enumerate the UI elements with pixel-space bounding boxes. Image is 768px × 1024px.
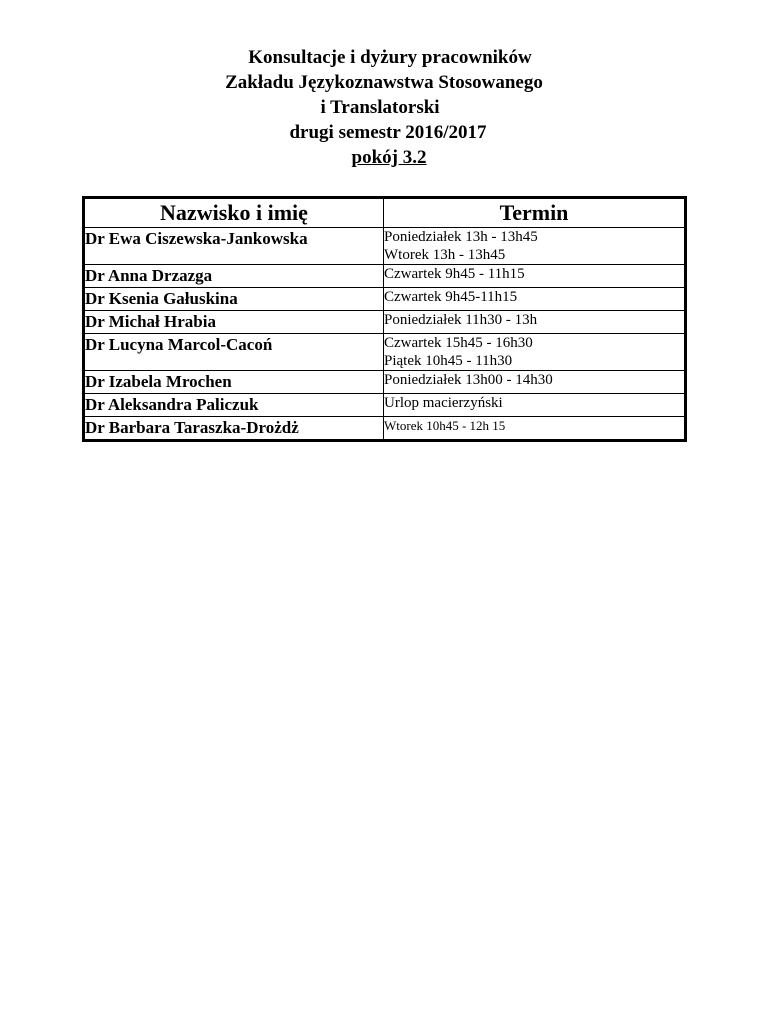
- term-slot: Poniedziałek 13h00 - 14h30: [384, 372, 553, 388]
- term-slot: Piątek 10h45 - 11h30: [384, 353, 513, 369]
- schedule-table: [82, 196, 687, 442]
- table-row: [84, 417, 686, 441]
- table-row: [84, 228, 686, 265]
- row-term: [384, 371, 686, 394]
- term-slot: Urlop macierzyński: [384, 395, 503, 411]
- row-name: Dr Barbara Taraszka-Drożdż: [84, 417, 384, 441]
- row-term: [384, 265, 686, 288]
- header-semester: drugi semestr 2016/2017: [289, 122, 487, 143]
- row-name: Dr Aleksandra Paliczuk: [84, 394, 384, 417]
- row-term: [384, 334, 686, 371]
- term-slot: Czwartek 9h45 - 11h15: [384, 266, 525, 282]
- column-header-term: Termin: [384, 198, 686, 228]
- term-slot: Wtorek 13h - 13h45: [384, 247, 506, 263]
- table-header-row: [84, 198, 686, 228]
- row-name: Dr Lucyna Marcol-Cacoń: [84, 334, 384, 371]
- table-row: [84, 371, 686, 394]
- term-slot: Czwartek 9h45-11h15: [384, 289, 518, 305]
- row-name: Dr Ksenia Gałuskina: [84, 288, 384, 311]
- table-row: [84, 265, 686, 288]
- term-slot: Czwartek 15h45 - 16h30: [384, 335, 533, 351]
- table-row: [84, 394, 686, 417]
- row-name: Dr Ewa Ciszewska-Jankowska: [84, 228, 384, 265]
- header-title: Konsultacje i dyżury pracowników: [248, 47, 532, 68]
- row-term: [384, 288, 686, 311]
- table-row: [84, 334, 686, 371]
- header-department-cont: i Translatorski: [320, 97, 440, 118]
- table-row: [84, 288, 686, 311]
- row-term: [384, 228, 686, 265]
- term-slot: Poniedziałek 11h30 - 13h: [384, 312, 538, 328]
- term-slot: Poniedziałek 13h - 13h45: [384, 229, 538, 245]
- row-term: [384, 394, 686, 417]
- header-department: Zakładu Językoznawstwa Stosowanego: [225, 72, 543, 93]
- table-row: [84, 311, 686, 334]
- row-name: Dr Izabela Mrochen: [84, 371, 384, 394]
- row-name: Dr Michał Hrabia: [84, 311, 384, 334]
- document-header: [0, 45, 768, 170]
- header-room: pokój 3.2: [351, 147, 427, 168]
- row-term: [384, 417, 686, 441]
- column-header-name: Nazwisko i imię: [84, 198, 384, 228]
- row-term: [384, 311, 686, 334]
- row-name: Dr Anna Drzazga: [84, 265, 384, 288]
- term-slot: Wtorek 10h45 - 12h 15: [384, 418, 506, 433]
